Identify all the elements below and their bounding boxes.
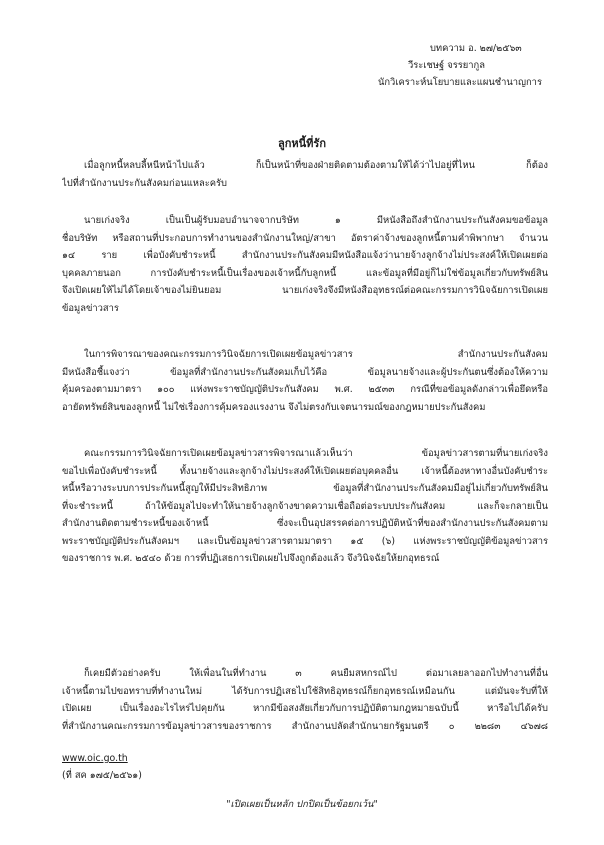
- author-position: นักวิเคราะห์นโยบายและแผนชำนาญการ: [377, 77, 542, 88]
- paragraph-line: คณะกรรมการวินิจฉัยการเปิดเผยข้อมูลข่าวสารพิจารณาแล้วเห็นว่า ข้อมูลข่าวสารตามที่นายเก่งจริง: [84, 448, 548, 459]
- article-number: บทความ อ. ๒๗/๒๕๖๓: [429, 43, 522, 54]
- paragraph-line: หนี้หรือวางระบบการประกันหนี้สูญให้มีประสิทธิภาพ ข้อมูลที่สำนักงานประกันสังคมมีอยู่ไม่เกี่ยวกับทรัพย์สิน: [62, 483, 548, 494]
- paragraph-line: บุคคลภายนอก การบังคับชำระหนี้เป็นเรื่องของเจ้าหนี้กับลูกหนี้ และข้อมูลที่มีอยู่ก็ไม่ใช่ข้อมูลเกี่ยวกับทรัพย์สิน: [62, 267, 548, 279]
- paragraph-line: ที่สำนักงานคณะกรรมการข้อมูลข่าวสารของราชการ สำนักงานปลัดสำนักนายกรัฐมนตรี ๐ ๒๒๘๓ ๔๖๗๘: [62, 720, 548, 732]
- paragraph-line: ในการพิจารณาของคณะกรรมการวินิจฉัยการเปิดเผยข้อมูลข่าวสาร สำนักงานประกันสังคม: [84, 349, 548, 360]
- paragraph-line: ๑๔ ราย เพื่อบังคับชำระหนี้ สำนักงานประกันสังคมมีหนังสือแจ้งว่านายจ้างลูกจ้างไม่ประสงค์ให้เปิดเผยต่อ: [62, 250, 548, 261]
- reference-note: (ที่ สค ๑๗๕/๒๕๖๑): [62, 770, 142, 781]
- paragraph-line: ของราชการ พ.ศ. ๒๕๔๐ ด้วย การที่ปฏิเสธการเปิดเผยไปจึงถูกต้องแล้ว จึงวินิจฉัยให้ยกอุทธรณ์: [62, 553, 440, 564]
- closing-motto: "เปิดเผยเป็นหลัก ปกปิดเป็นข้อยกเว้น": [226, 799, 378, 810]
- paragraph-line: คุ้มครองตามมาตรา ๑๐๐ แห่งพระราชบัญญัติประกันสังคม พ.ศ. ๒๕๓๓ กรณีที่ขอข้อมูลดังกล่าวเพื่อยึดหรือ: [62, 384, 548, 395]
- paragraph-line: นายเก่งจริง เป็นเป็นผู้รับมอบอำนาจจากบริษัท ๑ มีหนังสือถึงสำนักงานประกันสังคมขอข้อมูล: [84, 215, 548, 226]
- paragraph-line: เมื่อลูกหนี้หลบลี้หนีหน้าไปแล้ว ก็เป็นหน้าที่ของฝ่ายติดตามต้องตามให้ได้ว่าไปอยู่ที่ไหน ก็ต้อง: [84, 160, 548, 171]
- paragraph-line: สำนักงานติดตามชำระหนี้ของเจ้าหนี้ ซึ่งจะเป็นอุปสรรคต่อการปฏิบัติหน้าที่ของสำนักงานประกันสังคมตาม: [62, 518, 548, 529]
- paragraph-line: ที่จะชำระหนี้ ถ้าให้ข้อมูลไปจะทำให้นายจ้างลูกจ้างขาดความเชื่อถือต่อระบบประกันสังคม และก็จะกลายเป็น: [62, 500, 548, 512]
- paragraph-line: ชื่อบริษัท หรือสถานที่ประกอบการทำงานของสำนักงานใหญ่/สาขา อัตราค่าจ้างของลูกหนี้ตามคำพิพากษา จำนวน: [62, 232, 548, 244]
- paragraph-5: [62, 665, 548, 735]
- paragraph-line: ข้อมูลข่าวสาร: [62, 302, 119, 314]
- paragraph-line: ไปที่สำนักงานประกันสังคมก่อนแหละครับ: [62, 177, 228, 189]
- paragraph-line: เปิดเผย เป็นเรื่องอะไรไหร่ไปคุยกัน หากมีข้อสงสัยเกี่ยวกับการปฏิบัติตามกฎหมายฉบับนี้ หารือไปได้ครับ: [62, 703, 548, 714]
- paragraph-line: ก็เคยมีตัวอย่างครับ ให้เพื่อนในที่ทำงาน ๓ คนยืมสหกรณ์ไป ต่อมาเลยลาออกไปทำงานที่อื่น: [84, 668, 548, 679]
- article-header: [378, 40, 542, 91]
- paragraph-line: ขอไปเพื่อบังคับชำระหนี้ ทั้งนายจ้างและลูกจ้างไม่ประสงค์ให้เปิดเผยต่อบุคคลอื่น เจ้าหนี้ต้องหาทางอื่นบังคับชำระ: [62, 465, 548, 477]
- paragraph-1: [62, 157, 548, 192]
- paragraph-2: [62, 212, 548, 317]
- article-title: ลูกหนี้ที่รัก: [278, 137, 326, 150]
- paragraph-line: จึงเปิดเผยให้ไม่ได้โดยเจ้าของไม่ยินยอม นายเก่งจริงจึงมีหนังสืออุทธรณ์ต่อคณะกรรมการวินิจฉัยการเปิดเผย: [62, 285, 548, 296]
- website-link[interactable]: www.oic.go.th: [62, 753, 128, 764]
- paragraph-line: เจ้าหนี้ตามไปขอทราบที่ทำงานใหม่ ได้รับการปฏิเสธไปใช้สิทธิอุทธรณ์ก็ยกอุทธรณ์เหมือนกัน แต่มันจะรับที่ให้: [62, 685, 548, 697]
- paragraph-line: อายัดทรัพย์สินของลูกหนี้ ไม่ใช่เรื่องการคุ้มครองแรงงาน จึงไม่ตรงกับเจตนารมณ์ของกฎหมายประกันสังคม: [62, 401, 486, 413]
- paragraph-3: [62, 346, 548, 416]
- author-name: วีระเชษฐ์ จรรยากูล: [407, 60, 485, 71]
- paragraph-line: พระราชบัญญัติประกันสังคมฯ และเป็นข้อมูลข่าวสารตามมาตรา ๑๕ (๖) แห่งพระราชบัญญัติข้อมูลข่าวสาร: [62, 535, 548, 547]
- paragraph-4: [62, 445, 548, 568]
- paragraph-line: มีหนังสือชี้แจงว่า ข้อมูลที่สำนักงานประกันสังคมเก็บไว้คือ ข้อมูลนายจ้างและผู้ประกันตนซึ่งต้องให้ความ: [62, 366, 548, 378]
